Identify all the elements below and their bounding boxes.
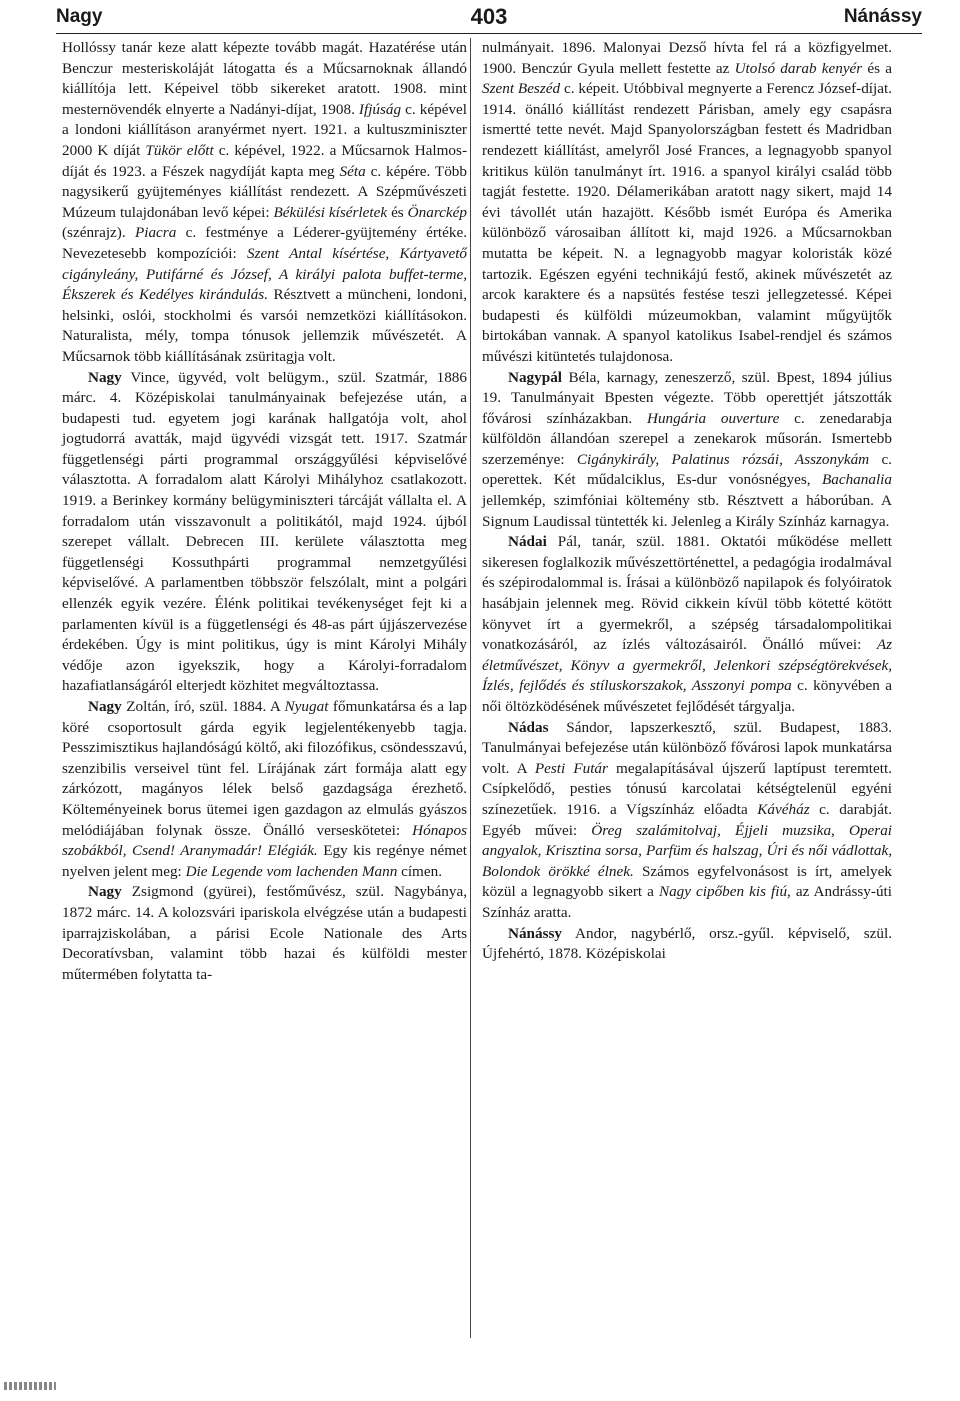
paragraph bbox=[482, 532, 892, 717]
text-run: Hollóssy tanár keze alatt képezte tovább magát. Hazatérése után Benczur mesteriskoláját látogatta és a Műcsarnoknak állandó kiállítója lett. Képeivel több sikereket aratott. 1908. mint mesternövendék elnyerte a Nadányi-díjat, 1908. bbox=[62, 39, 467, 118]
entry-headword: Nagy bbox=[88, 368, 122, 386]
entry-headword: Nádas bbox=[508, 718, 549, 736]
text-run: Résztvett a müncheni, londoni, helsinki, oslói, stockholmi és varsói nemzetközi kiállításokon. Naturalista, mély, tompa tónusok jellemzik művészetét. A Műcsarnok több kiállításának zsüritagja volt. bbox=[62, 286, 467, 365]
print-smudge bbox=[4, 1382, 56, 1390]
paragraph bbox=[482, 368, 892, 533]
right-column bbox=[482, 38, 892, 965]
paragraph bbox=[62, 38, 467, 368]
italic-title: Bachanalia bbox=[821, 471, 892, 489]
italic-title: Die Legende vom lachenden Mann bbox=[185, 862, 398, 880]
text-run: c. képével a londoni kiállításon aranyérmet nyert. 1921. a kultuszminiszter 2000 K díját bbox=[62, 100, 467, 159]
text-run: Andor, nagybérlő, orsz.-gyűl. képviselő, szül. Újfehértó, 1878. Középiskolai bbox=[482, 924, 892, 963]
italic-title: Nyugat bbox=[284, 698, 329, 715]
paragraph bbox=[482, 38, 892, 368]
text-run: főmunkatársa és a lap köré csoportosult gárda egyik legjelentékenyebb tagja. Pesszimisztikus hajlandóságú költő, aki filozófikus, csöndesszavú, szenzibilis verseivel tünt fel. Lírájának zárt formája alatt egy zárkózott, magányos lélek belső gazdagsága érezhető. Költeményeinek borus ütemei igen gazdagon az elmulás gyászos melódiájában folynak össze. Önálló verseskötetei: bbox=[62, 698, 467, 839]
italic-title: Séta bbox=[339, 162, 366, 180]
paragraph bbox=[62, 697, 467, 882]
text-run: c. képével, 1922. a Műcsarnok Halmos-díját és 1923. a Fészek nagydíját kapta meg bbox=[62, 141, 467, 180]
header-rule bbox=[56, 33, 922, 34]
italic-title: Piacra bbox=[134, 224, 177, 242]
text-run: Zsigmond (gyürei), festőművész, szül. Nagybánya, 1872 márc. 14. A kolozsvári ipariskola elvégzése után a budapesti iparrajziskolában, a párisi Ecole Nationale des Arts Decoratívsban, valamint több hazai és külföldi mester műtermében folytatta ta- bbox=[62, 883, 467, 983]
entry-headword: Nagy bbox=[88, 883, 122, 901]
entry-headword: Nagy bbox=[88, 698, 122, 715]
italic-title: Békülési kísérletek bbox=[273, 203, 388, 221]
italic-title: Tükör előtt bbox=[145, 141, 214, 159]
column-rule bbox=[470, 38, 471, 1338]
left-column bbox=[62, 38, 467, 985]
paragraph bbox=[62, 882, 467, 985]
entry-headword: Nádai bbox=[508, 533, 547, 551]
text-run: Vince, ügyvéd, volt belügym., szül. Szatmár, 1886 márc. 4. Középiskolai tanulmányainak befejezése után, a budapesti tud. egyetem jogi karának hallgatója volt, ahol jogtudorrá avatták, majd ügyvédi vizsgát tett. 1917. Szatmár függetlenségi párti programmal országgyűlési képviselővé választotta. A forradalom alatt Károlyi Mihályhoz csatlakozott. 1919. a Berinkey kormány belügyminiszteri tárcáját vállalta el. A forradalom után visszavonult a politikától, majd 1924. újból szerepet vállalt. Debrecen III. kerülete választotta meg függetlenségi Kossuthpárti programmal nemzetgyűlési képviselővé. A parlamentben többször felszólalt, mint a polgári ellenzék egyik vezére. Élénk politikai tevékenységet fejt ki a parlamenten kívül is a függetlenségi és 48-as párt újjászervezése érdekében. Úgy is mint politikus, úgy is mint Károlyi Mihály védője azon igyekszik, hogy a Károlyi-forradalom hazafiatlanságáról elterjedt közhitet megváltoztassa. bbox=[62, 368, 467, 695]
text-run: címen. bbox=[397, 862, 442, 880]
italic-title: Önarckép bbox=[407, 203, 467, 221]
text-run: c. zenedarabja külföldön állandóan szerepel a zenekarok műsorán. Ismertebb szerzeménye: bbox=[482, 409, 892, 468]
text-run: megalapításával újszerű laptípust teremtett. Csípkelődő, pesties tónusú karcolatai kétségtelenül egyéni színezetűek. 1916. a Vígszínház előadta bbox=[482, 759, 892, 818]
entry-headword: Nagypál bbox=[508, 368, 563, 386]
text-run: (szénrajz). bbox=[62, 224, 135, 242]
text-run: és bbox=[387, 203, 408, 221]
paragraph bbox=[482, 718, 892, 924]
text-run: nulmányait. 1896. Malonyai Dezső hívta fel rá a közfigyelmet. 1900. Benczúr Gyula mellett festette az bbox=[482, 39, 892, 77]
italic-title: Szent Antal kísértése, Kártyavető cigányleány, Putifárné és József, A királyi palota buffet-terme, Ékszerek és Kedélyes kirándulás. bbox=[62, 244, 468, 304]
text-run: c. operettek. Két műdalciklus, Es-dur vonósnégyes, bbox=[482, 450, 892, 489]
entry-headword: Nánássy bbox=[508, 924, 563, 942]
text-run: jellemkép, szimfóniai költemény stb. Résztvett a háborúban. A Signum Laudissal tüntették ki. Jelenleg a Király Színház karnagya. bbox=[482, 492, 892, 530]
page-number: 403 bbox=[470, 4, 508, 29]
paragraph bbox=[482, 924, 892, 965]
text-run: c. darabját. Egyéb művei: bbox=[482, 800, 892, 839]
running-head-left: Nagy bbox=[56, 6, 103, 27]
text-run: c. festménye a Léderer-gyüjtemény értéke. Nevezetesebb kompozíciói: bbox=[62, 224, 467, 262]
italic-title: Az életművészet, Könyv a gyermekről, Jelenkori szépségtörekvések, Ízlés, fejlődés és stíluskorszakok, Asszonyi pompa bbox=[482, 636, 892, 695]
text-run: Zoltán, író, szül. 1884. A bbox=[121, 698, 285, 715]
text-run: és a bbox=[862, 59, 892, 77]
text-run: c. képére. Több nagysikerű gyüjteményes kiállítást rendezett. A Szépművészeti Múzeum tulajdonában levő képei: bbox=[62, 162, 467, 221]
italic-title: Nagy cipőben kis fiú bbox=[658, 883, 788, 901]
text-run: c. képeit. Utóbbival megnyerte a Ferencz József-díjat. 1914. önálló kiállítást rendezett Párisban, amely egy csapásra ismertté tette nevét. Majd Spanyolországban festett és Madridban rendezett kiállítást, amelyről José Frances, a legnagyobb spanyol kritikus külön tanulmányt írt. 1916. a spanyol királyi család több tagját festette. 1920. Délamerikában aratott nagy sikert, majd 14 évi távollét után hazajött. Később ismét Európa és Amerika különböző városaiban állított ki, majd 1926. a Műcsarnokban mutatta be képeit. N. a legnagyobb magyar koloristák közé tartozik. Egészen egyéni technikájú festő, akinek művészetét az arcok karaktere és a napsütés festése teszi jellegzetessé. Képei budapesti és külföldi múzeumokban, valamint műgyüjtők birtokában vannak. A spanyol katolikus Isabel-rendjel és számos művészi kitüntetés tulajdonosa. bbox=[482, 80, 892, 365]
italic-title: Öreg szalámitolvaj, Éjjeli muzsika, Operai angyalok, Krisztina sorsa, Parfüm és halszag, Úri és női vádlottak, Bolondok örökké élnek. bbox=[482, 821, 893, 880]
italic-title: Utolsó darab kenyér bbox=[734, 59, 863, 77]
italic-title: Szent Beszéd bbox=[482, 80, 561, 98]
text-run: Sándor, lapszerkesztő, szül. Budapest, 1883. Tanulmányai befejezése után különböző fővárosi lapok munkatársa volt. A bbox=[482, 718, 892, 777]
running-head-right: Nánássy bbox=[843, 6, 922, 27]
italic-title: Hónapos szobákból, Csend! Aranymadár! Elégiák. bbox=[62, 821, 467, 860]
italic-title: Hungária ouverture bbox=[646, 409, 780, 427]
paragraph bbox=[62, 368, 467, 698]
italic-title: Ifjúság bbox=[358, 100, 402, 118]
text-run: Béla, karnagy, zeneszerző, szül. Bpest, 1894 július 19. Tanulmányait Bpesten végezte. Több operettjét játszották fővárosi színházakban. bbox=[482, 368, 892, 427]
text-run: Pál, tanár, szül. 1881. Oktatói működése mellett sikeresen foglalkozik művészettörténettel, a pedagógia irodalmával és szépirodalommal is. Írásai a különböző napilapok és folyóiratok hasábjain jelennek meg. Rövid cikkein kívül több kötetté kötött könyvet írt a gyermekről, a szépség társadalompolitikai vonatkozásáról, az ízlés változásairól. Önálló művei: bbox=[482, 533, 892, 654]
text-run: Egy kis regénye német nyelven jelent meg: bbox=[62, 842, 467, 880]
italic-title: Kávéház bbox=[757, 800, 810, 818]
text-run: , az Andrássy-úti Színház aratta. bbox=[482, 883, 892, 921]
text-run: c. könyvében a női öltözködésének művészetet fejlődését tárgyalja. bbox=[482, 677, 892, 715]
page-header bbox=[56, 2, 922, 36]
text-run: Számos egyfelvonásost is írt, amelyek közül a legnagyobb sikert a bbox=[482, 862, 892, 901]
italic-title: Cigánykirály, Palatinus rózsái, Asszonykám bbox=[576, 450, 870, 468]
italic-title: Pesti Futár bbox=[534, 759, 608, 777]
